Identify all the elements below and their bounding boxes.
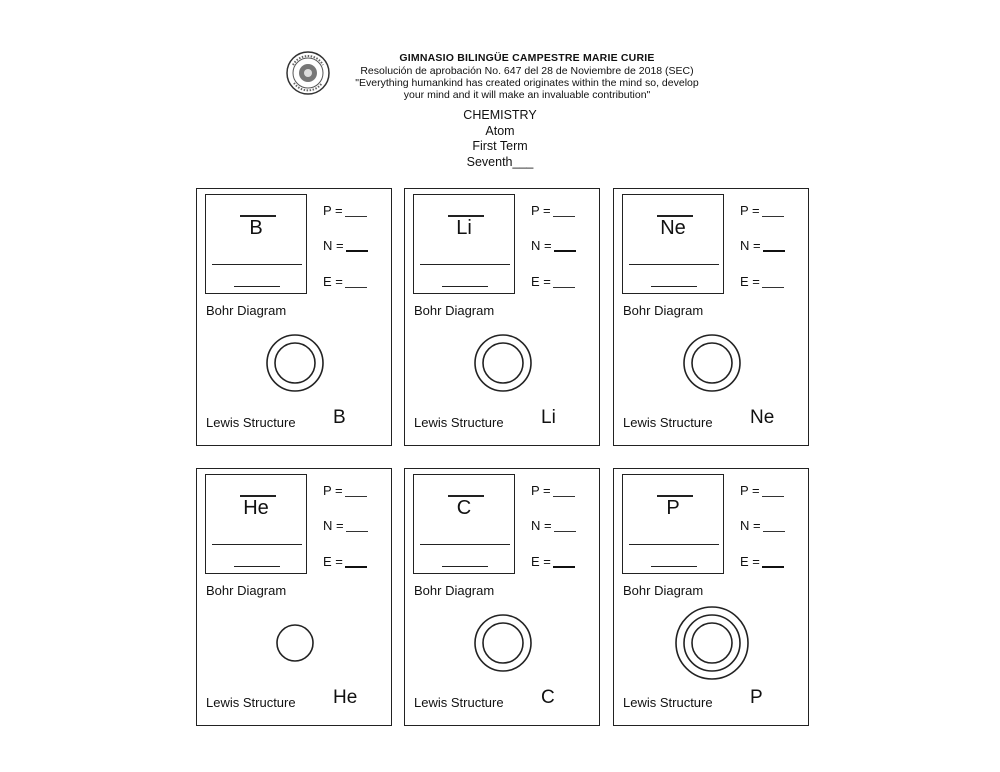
protons-blank[interactable] (762, 484, 784, 497)
protons-field[interactable] (323, 483, 383, 498)
element-symbol-box (205, 474, 307, 574)
electrons-blank[interactable] (345, 275, 367, 288)
electrons-blank[interactable] (345, 554, 367, 568)
electrons-label: E = (323, 274, 343, 289)
protons-blank[interactable] (762, 204, 784, 217)
bohr-diagram[interactable] (672, 323, 752, 403)
electron-shell (275, 343, 315, 383)
document-header (285, 50, 725, 102)
element-name-blank[interactable] (651, 286, 697, 287)
electron-shell (676, 607, 748, 679)
electron-shell (277, 625, 313, 661)
electron-shell (692, 343, 732, 383)
protons-blank[interactable] (553, 204, 575, 217)
element-name-blank[interactable] (234, 566, 280, 567)
lewis-structure-label: Lewis Structure (623, 695, 713, 710)
electrons-field[interactable] (740, 274, 800, 289)
neutrons-label: N = (531, 238, 552, 253)
neutrons-label: N = (323, 518, 344, 533)
element-symbol: Ne (660, 217, 686, 239)
atomic-mass-blank[interactable] (420, 544, 510, 545)
neutrons-field[interactable] (323, 238, 383, 253)
electrons-label: E = (531, 554, 551, 569)
atomic-mass-blank[interactable] (212, 264, 302, 265)
neutrons-field[interactable] (323, 518, 383, 533)
element-symbol-box (622, 474, 724, 574)
electrons-blank[interactable] (762, 554, 784, 568)
protons-blank[interactable] (345, 204, 367, 217)
electrons-label: E = (740, 274, 760, 289)
electron-shell (483, 343, 523, 383)
electrons-field[interactable] (323, 554, 383, 569)
bohr-diagram[interactable] (255, 603, 335, 683)
lewis-structure-label: Lewis Structure (206, 695, 296, 710)
lewis-symbol[interactable]: P (750, 687, 763, 708)
neutrons-label: N = (740, 518, 761, 533)
protons-label: P = (323, 203, 343, 218)
element-card (196, 188, 392, 446)
atomic-mass-blank[interactable] (420, 264, 510, 265)
electrons-field[interactable] (531, 274, 591, 289)
element-name-blank[interactable] (651, 566, 697, 567)
bohr-diagram-label: Bohr Diagram (206, 583, 287, 598)
neutrons-blank[interactable] (554, 519, 576, 532)
protons-label: P = (531, 483, 551, 498)
element-symbol: Li (456, 217, 472, 239)
element-symbol: P (666, 497, 680, 519)
bohr-diagram-label: Bohr Diagram (414, 583, 495, 598)
protons-label: P = (740, 483, 760, 498)
element-symbol-box (413, 474, 515, 574)
bohr-diagram[interactable] (255, 323, 335, 403)
neutrons-field[interactable] (531, 238, 591, 253)
lewis-structure-label: Lewis Structure (623, 415, 713, 430)
protons-field[interactable] (323, 203, 383, 218)
school-seal-icon (285, 50, 331, 96)
element-card (613, 468, 809, 726)
element-symbol: B (249, 217, 263, 239)
neutrons-field[interactable] (531, 518, 591, 533)
lewis-symbol[interactable]: B (333, 407, 346, 428)
electron-shell (692, 623, 732, 663)
electrons-label: E = (531, 274, 551, 289)
protons-field[interactable] (740, 203, 800, 218)
subject-block (400, 108, 600, 170)
element-symbol-box (205, 194, 307, 294)
protons-blank[interactable] (345, 484, 367, 497)
lewis-symbol[interactable]: C (541, 687, 555, 708)
bohr-diagram[interactable] (463, 603, 543, 683)
electrons-label: E = (740, 554, 760, 569)
electrons-blank[interactable] (553, 275, 575, 288)
protons-field[interactable] (740, 483, 800, 498)
neutrons-blank[interactable] (346, 238, 368, 252)
protons-field[interactable] (531, 203, 591, 218)
lewis-symbol[interactable]: Ne (750, 407, 775, 428)
protons-label: P = (740, 203, 760, 218)
element-symbol-box (413, 194, 515, 294)
bohr-diagram-label: Bohr Diagram (206, 303, 287, 318)
bohr-diagram[interactable] (463, 323, 543, 403)
electrons-field[interactable] (323, 274, 383, 289)
element-symbol-box (622, 194, 724, 294)
neutrons-field[interactable] (740, 518, 800, 533)
element-symbol: He (243, 497, 269, 519)
bohr-diagram[interactable] (672, 603, 752, 683)
lewis-structure-label: Lewis Structure (414, 415, 504, 430)
protons-label: P = (323, 483, 343, 498)
protons-field[interactable] (531, 483, 591, 498)
protons-blank[interactable] (553, 484, 575, 497)
electrons-label: E = (323, 554, 343, 569)
neutrons-label: N = (323, 238, 344, 253)
neutrons-blank[interactable] (346, 519, 368, 532)
neutrons-blank[interactable] (763, 519, 785, 532)
element-card (404, 188, 600, 446)
grade-label: Seventh___ (466, 154, 534, 169)
neutrons-blank[interactable] (554, 238, 576, 252)
neutrons-label: N = (531, 518, 552, 533)
element-card (196, 468, 392, 726)
element-name-blank[interactable] (442, 286, 488, 287)
electrons-field[interactable] (531, 554, 591, 569)
bohr-diagram-label: Bohr Diagram (414, 303, 495, 318)
course-title: CHEMISTRY (463, 108, 537, 122)
atomic-mass-blank[interactable] (629, 544, 719, 545)
bohr-diagram-label: Bohr Diagram (623, 303, 704, 318)
lewis-symbol[interactable]: He (333, 687, 358, 708)
lewis-structure-label: Lewis Structure (414, 695, 504, 710)
neutrons-blank[interactable] (763, 238, 785, 252)
term-label: First Term (472, 139, 528, 153)
resolution-text: Resolución de aprobación No. 647 del 28 de Noviembre de 2018 (SEC) (360, 65, 694, 77)
element-card (404, 468, 600, 726)
element-card (613, 188, 809, 446)
neutrons-field[interactable] (740, 238, 800, 253)
electrons-blank[interactable] (762, 275, 784, 288)
atomic-mass-blank[interactable] (212, 544, 302, 545)
electrons-blank[interactable] (553, 554, 575, 568)
element-name-blank[interactable] (234, 286, 280, 287)
electrons-field[interactable] (740, 554, 800, 569)
lewis-structure-label: Lewis Structure (206, 415, 296, 430)
element-symbol: C (456, 497, 472, 519)
school-name: GIMNASIO BILINGÜE CAMPESTRE MARIE CURIE (399, 52, 655, 64)
motto-line-1: "Everything humankind has created originates within the mind so, develop (355, 77, 699, 89)
element-name-blank[interactable] (442, 566, 488, 567)
bohr-diagram-label: Bohr Diagram (623, 583, 704, 598)
electron-shell (483, 623, 523, 663)
lewis-symbol[interactable]: Li (541, 407, 556, 428)
motto-line-2: your mind and it will make an invaluable contribution" (403, 89, 651, 101)
neutrons-label: N = (740, 238, 761, 253)
topic-title: Atom (485, 123, 515, 138)
protons-label: P = (531, 203, 551, 218)
atomic-mass-blank[interactable] (629, 264, 719, 265)
